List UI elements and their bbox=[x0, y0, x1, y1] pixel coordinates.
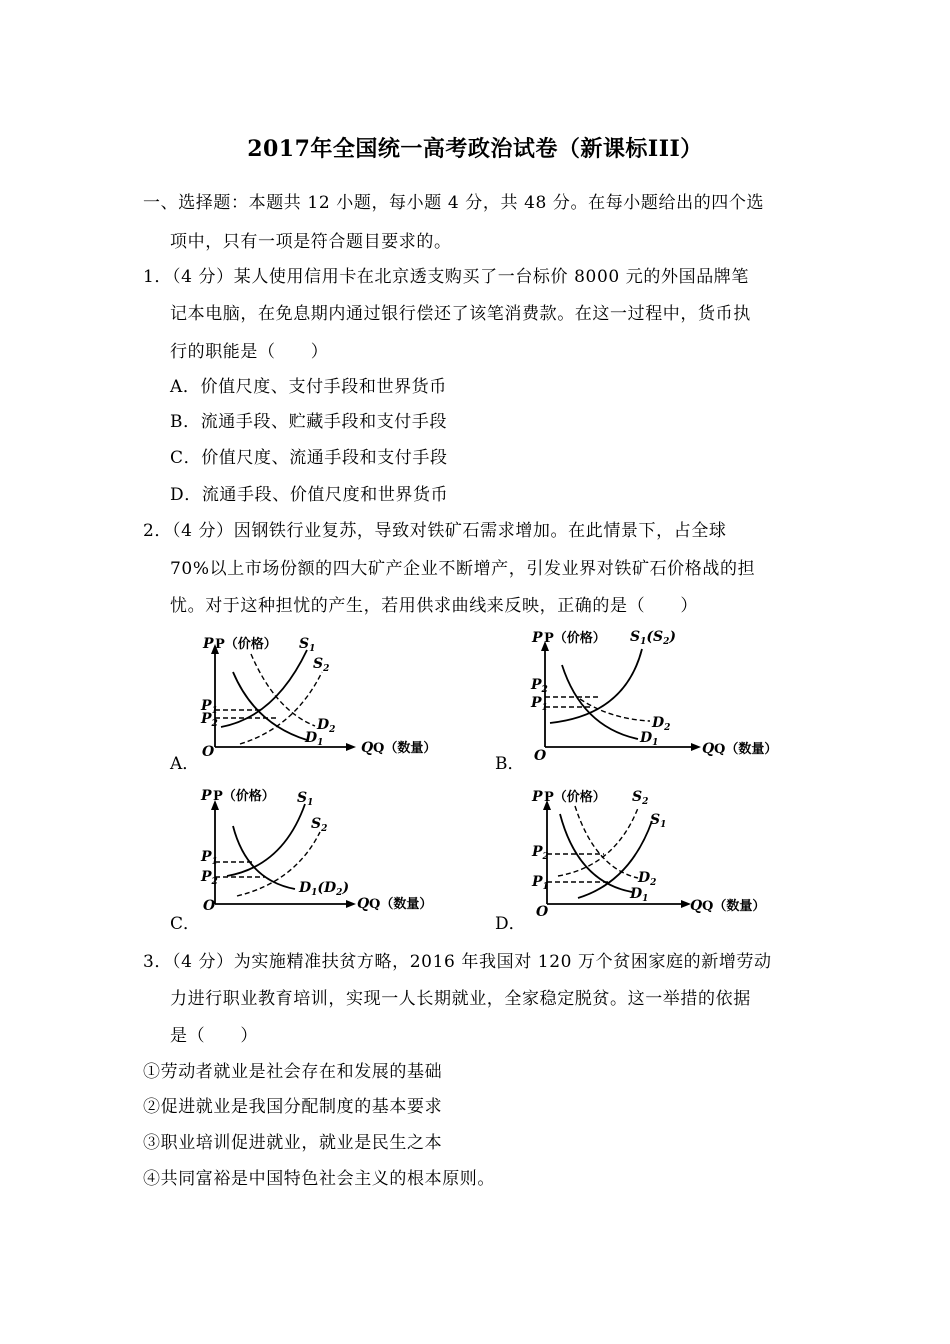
d1-label: $D_1$ bbox=[630, 886, 649, 904]
curve-d1 bbox=[562, 665, 638, 739]
p1-label: $P_1$ bbox=[531, 695, 548, 713]
x-axis-label: Q（数量） bbox=[369, 897, 433, 912]
p2-label: $P_2$ bbox=[201, 711, 218, 729]
y-axis-symbol: P bbox=[532, 789, 543, 805]
q2-graph-a[interactable] bbox=[195, 632, 440, 762]
curve-d2 bbox=[580, 699, 650, 721]
q2-stem-line2: 70%以上市场份额的四大矿产企业不断增产，引发业界对铁矿石价格战的担 bbox=[170, 559, 756, 579]
x-axis-arrow bbox=[691, 743, 701, 751]
curve-d1 bbox=[233, 672, 307, 740]
d2-label: $D_2$ bbox=[317, 717, 336, 735]
q2-option-b-label[interactable]: B． bbox=[495, 754, 525, 774]
page-title: 2017年全国统一高考政治试卷（新课标III） bbox=[247, 136, 703, 162]
curve-d1 bbox=[560, 814, 632, 892]
x-axis-symbol: Q bbox=[357, 896, 370, 912]
section-instruction: 一、选择题：本题共 12 小题，每小题 4 分，共 48 分。在每小题给出的四个选 bbox=[143, 193, 765, 213]
d2-label: $D_2$ bbox=[638, 870, 657, 888]
section-instruction-cont: 项中，只有一项是符合题目要求的。 bbox=[170, 232, 452, 252]
s2-label: $S_2$ bbox=[632, 789, 649, 807]
y-axis-label: P（价格） bbox=[213, 789, 275, 804]
q1-option-d[interactable]: D．流通手段、价值尺度和世界货币 bbox=[170, 485, 449, 505]
q3-item-2: ②促进就业是我国分配制度的基本要求 bbox=[143, 1097, 443, 1117]
y-axis-symbol: P bbox=[201, 788, 212, 804]
q1-option-c[interactable]: C．价值尺度、流通手段和支付手段 bbox=[170, 448, 448, 468]
q2-stem-line1: 2．（4 分）因钢铁行业复苏，导致对铁矿石需求增加。在此情景下，占全球 bbox=[143, 521, 727, 541]
q2-option-d-label[interactable]: D． bbox=[495, 914, 526, 934]
p2-label: $P_2$ bbox=[532, 844, 549, 862]
q3-item-1: ①劳动者就业是社会存在和发展的基础 bbox=[143, 1062, 443, 1082]
y-axis-symbol: P bbox=[203, 636, 214, 652]
s1-label: $S_1$ bbox=[297, 790, 314, 808]
p1-label: $P_1$ bbox=[532, 874, 549, 892]
q3-stem-line1: 3．（4 分）为实施精准扶贫方略，2016 年我国对 120 万个贫困家庭的新增劳动 bbox=[143, 952, 772, 972]
s2-label: $S_2$ bbox=[311, 816, 328, 834]
q2-graph-c[interactable] bbox=[195, 784, 440, 919]
q2-graph-d[interactable] bbox=[520, 786, 790, 921]
origin-label: O bbox=[203, 898, 216, 914]
s1-label: $S_1$ bbox=[650, 812, 667, 830]
q1-stem-line1: 1．（4 分）某人使用信用卡在北京透支购买了一台标价 8000 元的外国品牌笔 bbox=[143, 267, 750, 287]
p1-label: $P_1$ bbox=[201, 849, 218, 867]
x-axis-label: Q（数量） bbox=[714, 742, 778, 757]
x-axis-arrow bbox=[346, 743, 356, 751]
x-axis-symbol: Q bbox=[690, 898, 703, 914]
curve-s1 bbox=[227, 804, 305, 876]
x-axis-symbol: Q bbox=[702, 741, 715, 757]
y-axis-label: P（价格） bbox=[215, 637, 277, 652]
q1-option-b[interactable]: B．流通手段、贮藏手段和支付手段 bbox=[170, 412, 448, 432]
x-axis-arrow bbox=[346, 900, 356, 908]
q3-stem-line3: 是（ ） bbox=[170, 1026, 258, 1046]
origin-label: O bbox=[202, 744, 215, 760]
p2-label: $P_2$ bbox=[531, 677, 548, 695]
x-axis-symbol: Q bbox=[361, 740, 374, 756]
q2-stem-line3: 忧。对于这种担忧的产生，若用供求曲线来反映，正确的是（ ） bbox=[170, 596, 698, 616]
x-axis-label: Q（数量） bbox=[702, 899, 766, 914]
s2-label: $S_2$ bbox=[313, 656, 330, 674]
p2-label: $P_2$ bbox=[201, 869, 218, 887]
q1-stem-line2: 记本电脑，在免息期内通过银行偿还了该笔消费款。在这一过程中，货币执 bbox=[170, 304, 751, 324]
d1-d2-label: $D_1(D_2)$ bbox=[299, 880, 350, 898]
origin-label: O bbox=[534, 748, 547, 764]
s1-label: $S_1$ bbox=[299, 636, 316, 654]
curve-s1-s2 bbox=[550, 649, 642, 723]
q2-graph-b[interactable] bbox=[520, 627, 785, 762]
d1-label: $D_1$ bbox=[640, 730, 659, 748]
origin-label: O bbox=[536, 904, 549, 920]
y-axis-label: P（价格） bbox=[544, 790, 606, 805]
q3-stem-line2: 力进行职业教育培训，实现一人长期就业，全家稳定脱贫。这一举措的依据 bbox=[170, 989, 751, 1009]
q1-stem-line3: 行的职能是（ ） bbox=[170, 342, 329, 362]
y-axis-label: P（价格） bbox=[544, 631, 606, 646]
q3-item-4: ④共同富裕是中国特色社会主义的根本原则。 bbox=[143, 1169, 495, 1189]
d1-label: $D_1$ bbox=[305, 730, 324, 748]
p1-label: $P_1$ bbox=[201, 698, 218, 716]
d2-label: $D_2$ bbox=[652, 715, 671, 733]
q2-option-c-label[interactable]: C． bbox=[170, 914, 201, 934]
curve-d1-d2 bbox=[233, 826, 295, 889]
y-axis-symbol: P bbox=[532, 630, 543, 646]
q2-option-a-label[interactable]: A． bbox=[170, 754, 200, 774]
q1-option-a[interactable]: A．价值尺度、支付手段和世界货币 bbox=[170, 377, 447, 397]
x-axis-label: Q（数量） bbox=[373, 741, 437, 756]
q3-item-3: ③职业培训促进就业，就业是民生之本 bbox=[143, 1133, 443, 1153]
s1-s2-label: $S_1(S_2)$ bbox=[630, 629, 677, 647]
